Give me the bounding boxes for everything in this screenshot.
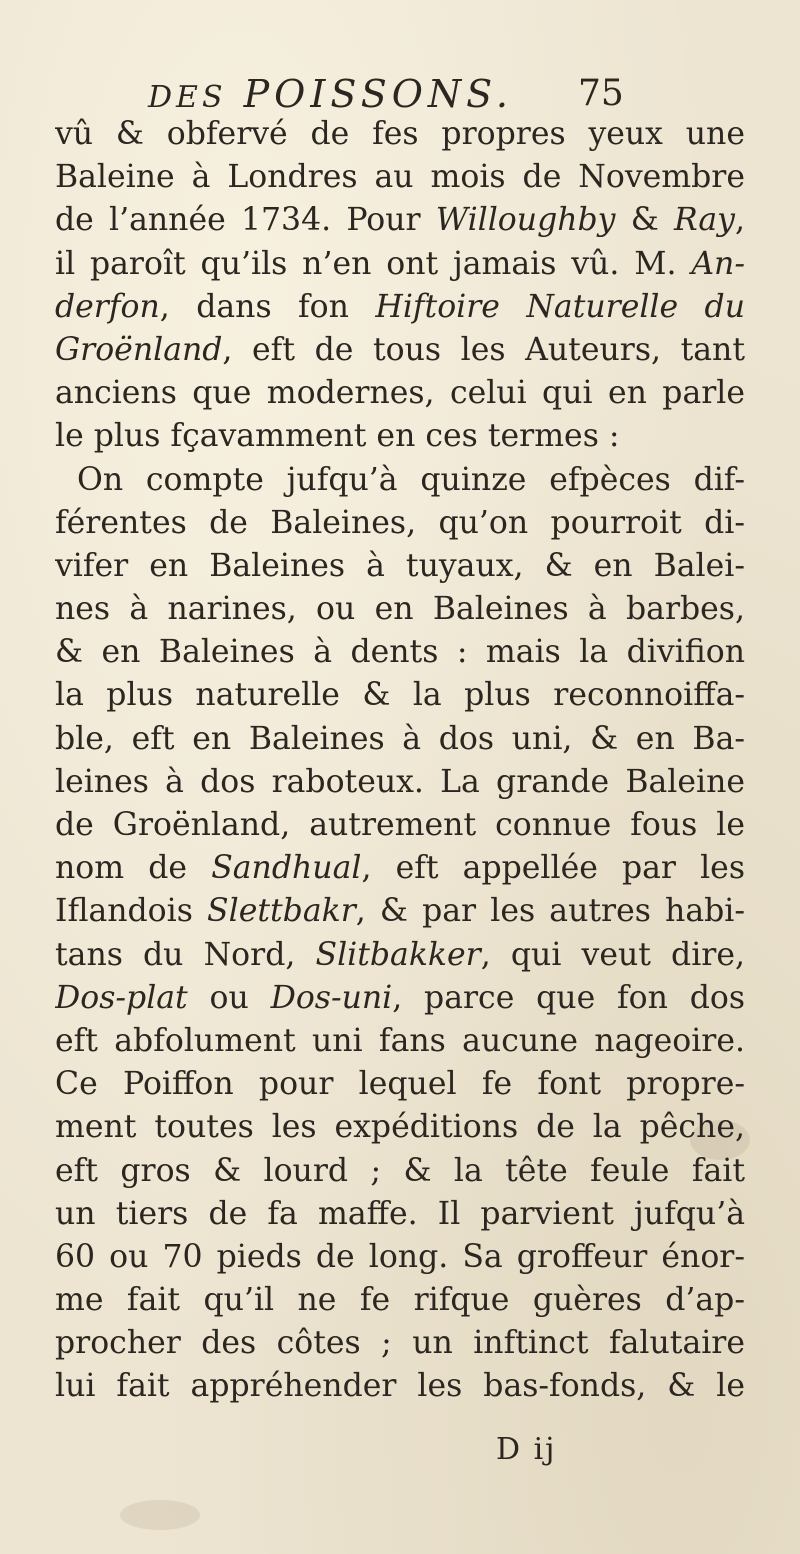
text-segment: Iflandois: [55, 893, 208, 930]
text-line: [55, 113, 745, 156]
italic-text: Willoughby: [435, 202, 616, 239]
text-segment: ,: [734, 202, 745, 239]
text-segment: tans du Nord,: [55, 936, 316, 973]
text-segment: 60 ou 70 pieds de long. Sa groffeur énor-: [55, 1238, 745, 1275]
paper-stain: [120, 1500, 200, 1530]
text-line: [55, 1193, 745, 1236]
italic-text: Hiftoire Naturelle du: [375, 288, 745, 325]
italic-text: Sandhual: [211, 850, 362, 887]
text-segment: Ce Poiffon pour lequel fe font propre-: [55, 1066, 745, 1103]
text-line: [55, 243, 745, 286]
page-number: 75: [578, 73, 624, 114]
text-line: [55, 156, 745, 199]
text-segment: férentes de Baleines, qu’on pourroit di-: [55, 504, 745, 541]
text-line: [55, 329, 745, 372]
text-segment: , qui veut dire,: [480, 936, 745, 973]
text-line: [55, 631, 745, 674]
text-segment: , eft de tous les Auteurs, tant: [222, 331, 745, 368]
text-segment: le plus fçavamment en ces termes :: [55, 418, 620, 455]
text-line: [55, 199, 745, 242]
italic-text: Slettbakr: [207, 893, 356, 930]
text-line: [55, 502, 745, 545]
text-line: [55, 674, 745, 717]
text-line: [55, 761, 745, 804]
text-segment: ou: [187, 979, 271, 1016]
text-line: [55, 890, 745, 933]
text-segment: eft gros & lourd ; & la tête feule fait: [55, 1152, 745, 1189]
running-head-prefix: DES: [148, 80, 227, 115]
italic-text: Dos-plat: [55, 979, 188, 1016]
text-segment: vifer en Baleines à tuyaux, & en Balei-: [55, 547, 745, 584]
italic-text: Ray: [673, 202, 735, 239]
italic-text: Dos-uni: [270, 979, 393, 1016]
text-line: [55, 1279, 745, 1322]
text-segment: eft abfolument uni fans aucune nageoire.: [55, 1022, 745, 1059]
running-head-title: POISSONS.: [243, 72, 513, 116]
text-line: [55, 459, 745, 502]
text-line: [55, 545, 745, 588]
text-line: [55, 1322, 745, 1365]
text-line: [55, 286, 745, 329]
text-segment: la plus naturelle & la plus reconnoiffa-: [55, 677, 745, 714]
text-line: [55, 1365, 745, 1408]
text-line: [55, 1020, 745, 1063]
text-line: [55, 372, 745, 415]
text-line: [55, 415, 745, 458]
text-line: [55, 847, 745, 890]
text-line: [55, 1236, 745, 1279]
text-line: [55, 718, 745, 761]
italic-text: derfon: [55, 288, 160, 325]
italic-text: An-: [691, 245, 745, 282]
text-segment: anciens que modernes, celui qui en parle: [55, 375, 745, 412]
text-segment: ble, eft en Baleines à dos uni, & en Ba-: [55, 720, 745, 757]
text-segment: , dans fon: [159, 288, 376, 325]
body-text: [55, 113, 745, 1409]
text-segment: leines à dos raboteux. La grande Baleine: [55, 763, 745, 800]
text-line: [55, 804, 745, 847]
text-line: [55, 588, 745, 631]
text-line: [55, 934, 745, 977]
text-segment: vû & obfervé de fes propres yeux une: [55, 116, 745, 152]
text-segment: procher des côtes ; un inftinct falutaire: [55, 1325, 745, 1362]
text-segment: nom de: [55, 850, 212, 887]
text-segment: me fait qu’il ne fe rifque guères d’ap-: [55, 1282, 745, 1319]
text-segment: & en Baleines à dents : mais la divifion: [55, 634, 745, 671]
running-head: [148, 74, 608, 114]
text-segment: Baleine à Londres au mois de Novembre: [55, 159, 745, 196]
text-segment: , parce que fon dos: [392, 979, 745, 1016]
text-segment: &: [615, 202, 674, 239]
text-line: [55, 1150, 745, 1193]
italic-text: Slitbakker: [315, 936, 481, 973]
text-segment: il paroît qu’ils n’en ont jamais vû. M.: [55, 245, 692, 282]
text-segment: de Groënland, autrement connue fous le: [55, 807, 745, 843]
text-segment: lui fait appréhender les bas-fonds, & le: [55, 1368, 745, 1405]
text-segment: On compte jufqu’à quinze efpèces dif-: [77, 461, 745, 498]
text-segment: , & par les autres habi-: [355, 893, 745, 930]
text-segment: de l’année 1734. Pour: [55, 202, 436, 239]
text-segment: ment toutes les expéditions de la pêche,: [55, 1109, 745, 1146]
signature-mark: D ij: [496, 1432, 557, 1467]
text-line: [55, 1063, 745, 1106]
text-line: [55, 977, 745, 1020]
text-segment: nes à narines, ou en Baleines à barbes,: [55, 591, 745, 628]
italic-text: Groënland: [55, 331, 223, 368]
text-line: [55, 1106, 745, 1149]
text-segment: un tiers de fa maffe. Il parvient jufqu’à: [55, 1195, 745, 1232]
text-segment: , eft appellée par les: [361, 850, 745, 887]
